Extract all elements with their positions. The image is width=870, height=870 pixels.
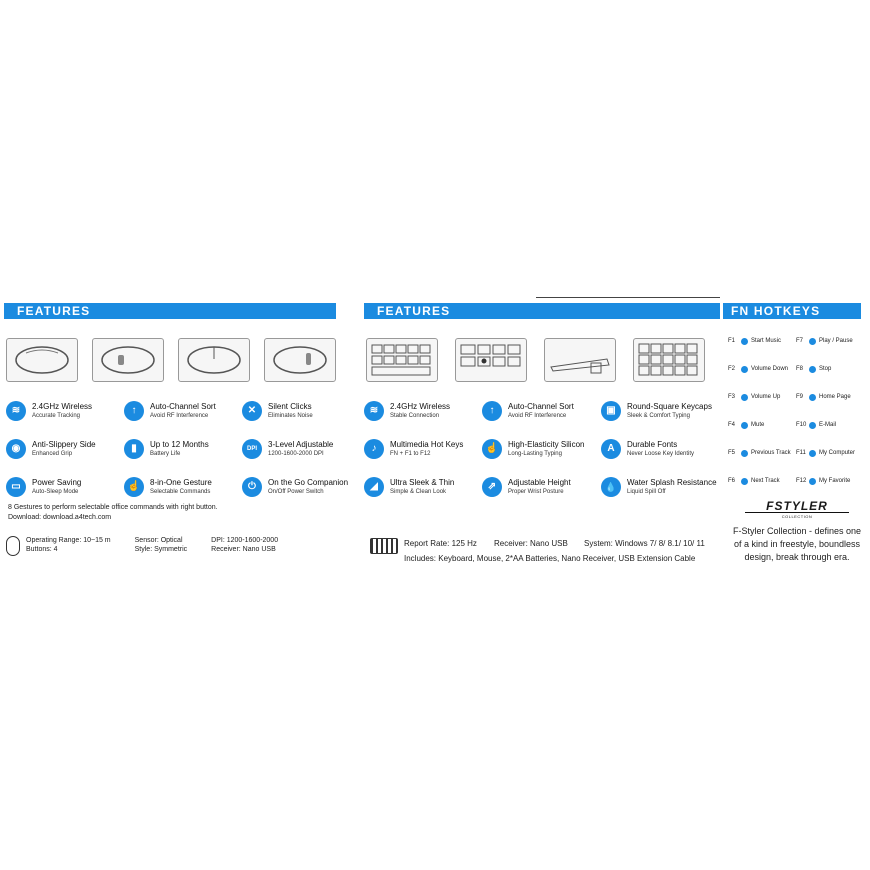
mouse-features-panel xyxy=(4,300,356,580)
dpi-icon: DPI xyxy=(242,439,262,459)
computer-icon xyxy=(809,450,816,457)
hotkey-item: F1 Start Music xyxy=(728,338,782,344)
feature-item: ≋ 2.4GHz Wireless Stable Connection xyxy=(364,401,482,425)
feature-item: DPI 3-Level Adjustable 1200-1600-2000 DPI xyxy=(242,439,360,463)
power-icon: ⏻ xyxy=(242,477,262,497)
keyboard-thumbnails xyxy=(366,338,705,382)
home-icon xyxy=(809,394,816,401)
mouse-thumbnails xyxy=(6,338,336,382)
hotkey-item: F7 Play / Pause xyxy=(796,338,853,344)
feature-item: ⇗ Adjustable Height Proper Wrist Posture xyxy=(482,477,601,501)
slim-icon: ◢ xyxy=(364,477,384,497)
spec-column: Sensor: Optical Style: Symmetric xyxy=(134,537,188,553)
spec-column: DPI: 1200-1600-2000 Receiver: Nano USB xyxy=(211,537,279,553)
channel-icon: ↑ xyxy=(124,401,144,421)
fstyler-logo: FSTYLER COLLECTION xyxy=(745,500,849,520)
press-icon: ☝ xyxy=(482,439,502,459)
keyboard-profile-image xyxy=(544,338,616,382)
music-icon xyxy=(741,338,748,345)
spec-includes: Includes: Keyboard, Mouse, 2*AA Batteries, Nano Receiver, USB Extension Cable xyxy=(404,554,696,563)
mouse-specs xyxy=(6,536,302,556)
hotkey-item: F8 Stop xyxy=(796,366,832,372)
fn-hotkeys-header: FN HOTKEYS xyxy=(723,303,861,319)
favorite-icon xyxy=(809,478,816,485)
spec-row: Report Rate: 125 Hz Receiver: Nano USB System: Windows 7/ 8/ 8.1/ 10/ 11 xyxy=(404,539,705,548)
hotkey-grid xyxy=(728,336,864,486)
volume-down-icon xyxy=(741,366,748,373)
mouse-side-image xyxy=(6,338,78,382)
hotkey-item: F11 My Computer xyxy=(796,450,856,456)
feature-item: ☝ High-Elasticity Silicon Long-Lasting Typing xyxy=(482,439,601,463)
gesture-note: 8 Gestures to perform selectable office commands with right button. xyxy=(8,504,218,511)
hotkey-item: F5 Previous Track xyxy=(728,450,791,456)
feature-item: ▣ Round-Square Keycaps Sleek & Comfort Typing xyxy=(601,401,720,425)
download-note: Download: download.a4tech.com xyxy=(8,514,112,521)
feature-item: ↑ Auto-Channel Sort Avoid RF Interference xyxy=(124,401,242,425)
next-track-icon xyxy=(741,478,748,485)
keyboard-keys-image xyxy=(366,338,438,382)
feature-item: ◉ Anti-Slippery Side Enhanced Grip xyxy=(6,439,124,463)
feature-item: ☝ 8-in-One Gesture Selectable Commands xyxy=(124,477,242,501)
feature-item: ⏻ On the Go Companion On/Off Power Switch xyxy=(242,477,360,501)
feature-item: ◢ Ultra Sleek & Thin Simple & Clean Look xyxy=(364,477,482,501)
channel-icon: ↑ xyxy=(482,401,502,421)
wifi-icon: ≋ xyxy=(364,401,384,421)
feature-item: ▮ Up to 12 Months Battery Life xyxy=(124,439,242,463)
feature-item: ▭ Power Saving Auto-Sleep Mode xyxy=(6,477,124,501)
previous-track-icon xyxy=(741,450,748,457)
mouse-button-image xyxy=(264,338,336,382)
hotkey-item: F4 Mute xyxy=(728,422,765,428)
mouse-grip-image xyxy=(92,338,164,382)
keyboard-keycaps-image xyxy=(633,338,705,382)
keyboard-features-header: FEATURES xyxy=(364,303,720,319)
feature-item: ✕ Silent Clicks Eliminates Noise xyxy=(242,401,360,425)
feature-item: ↑ Auto-Channel Sort Avoid RF Interference xyxy=(482,401,601,425)
collection-blurb: F-Styler Collection - defines one of a kind in freestyle, boundless design, break through era. xyxy=(732,526,862,562)
feature-item: ≋ 2.4GHz Wireless Accurate Tracking xyxy=(6,401,124,425)
laptop-icon: ▭ xyxy=(6,477,26,497)
mouse-features-header: FEATURES xyxy=(4,303,336,319)
mouse-top-image xyxy=(178,338,250,382)
keyboard-feature-grid xyxy=(364,401,720,501)
spec-column: Operating Range: 10~15 m Buttons: 4 xyxy=(26,537,111,553)
hotkey-item: F12 My Favorite xyxy=(796,478,851,484)
grip-icon: ◉ xyxy=(6,439,26,459)
keyboard-specs xyxy=(370,536,705,566)
hotkey-item: F2 Volume Down xyxy=(728,366,789,372)
height-icon: ⇗ xyxy=(482,477,502,497)
wifi-icon: ≋ xyxy=(6,401,26,421)
feature-item: ♪ Multimedia Hot Keys FN + F1 to F12 xyxy=(364,439,482,463)
music-icon: ♪ xyxy=(364,439,384,459)
play-pause-icon xyxy=(809,338,816,345)
mouse-feature-grid xyxy=(6,401,360,501)
mute-icon: ✕ xyxy=(242,401,262,421)
email-icon xyxy=(809,422,816,429)
keycap-icon: ▣ xyxy=(601,401,621,421)
hotkey-item: F6 Next Track xyxy=(728,478,780,484)
stop-icon xyxy=(809,366,816,373)
keyboard-hotkeys-image xyxy=(455,338,527,382)
water-icon: 💧 xyxy=(601,477,621,497)
hotkey-item: F3 Volume Up xyxy=(728,394,781,400)
hotkey-item: F9 Home Page xyxy=(796,394,851,400)
fn-hotkeys-panel xyxy=(723,300,865,580)
feature-item: A Durable Fonts Never Loose Key Identity xyxy=(601,439,720,463)
feature-item: 💧 Water Splash Resistance Liquid Spill Off xyxy=(601,477,720,501)
gesture-icon: ☝ xyxy=(124,477,144,497)
battery-icon: ▮ xyxy=(124,439,144,459)
hotkey-item: F10 E-Mail xyxy=(796,422,837,428)
mouse-icon xyxy=(6,536,20,556)
volume-up-icon xyxy=(741,394,748,401)
keyboard-features-panel xyxy=(364,300,720,580)
keyboard-icon xyxy=(370,538,398,554)
font-icon: A xyxy=(601,439,621,459)
mute-icon xyxy=(741,422,748,429)
